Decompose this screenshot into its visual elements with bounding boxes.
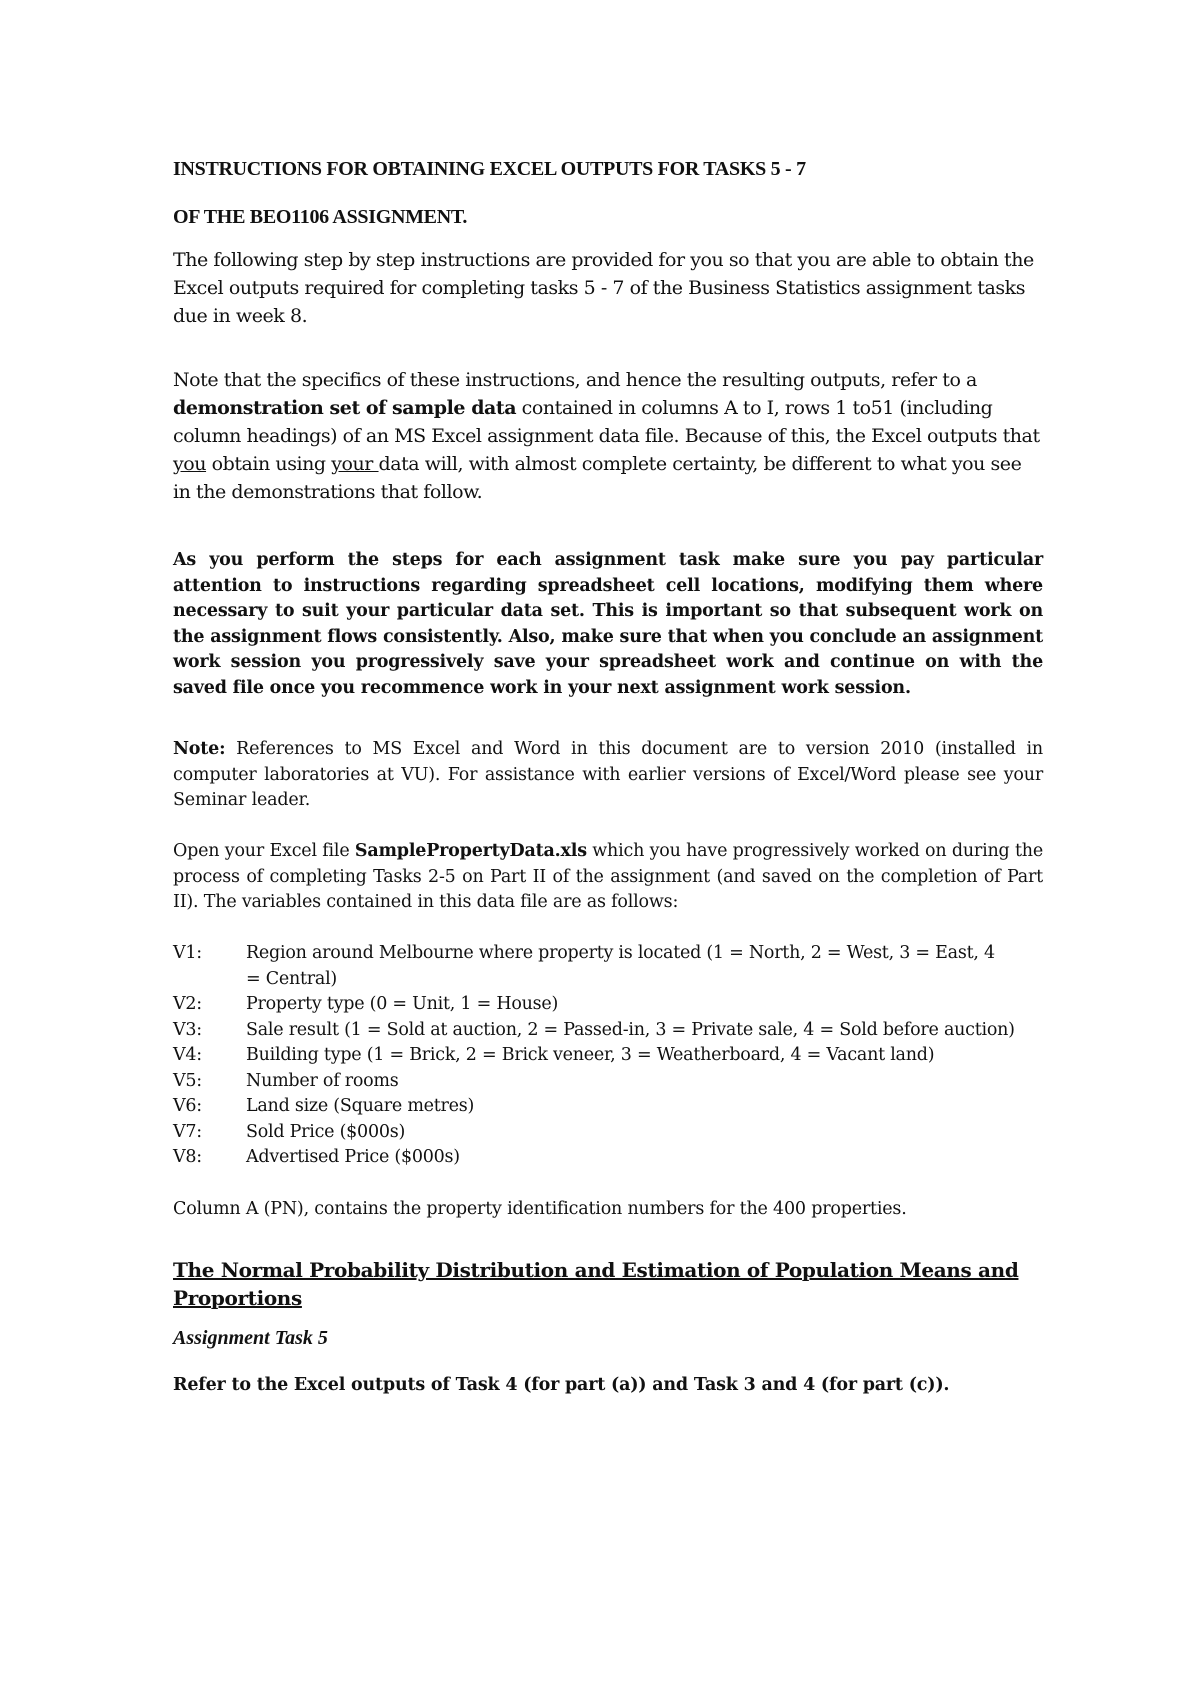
variable-code: V3: (173, 1019, 202, 1040)
demonstration-data-phrase: demonstration set of sample data (173, 397, 517, 419)
variable-description: Land size (Square metres) (246, 1096, 475, 1116)
variable-description: Region around Melbourne where property is located (1 = North, 2 = West, 3 = East, 4 = Central) (246, 943, 995, 989)
variable-description: Sold Price ($000s) (246, 1121, 406, 1142)
variable-list (173, 941, 1053, 1171)
variable-row (173, 1069, 1053, 1095)
warning-paragraph: As you perform the steps for each assignment task make sure you pay particular attention to instructions regarding spreadsheet cell locations, modifying them where necessary to suit your particular data set. This is important so that subsequent work on the assignment flows consistently. Also, make sure that when you conclude an assignment work session you progressively save your spreadsheet work and continue on with the saved file once you recommence work in your next assignment work session. (173, 550, 1043, 698)
open-file-text-2: which you have progressively worked on during the process of completing Tasks 2-5 on Part II of the assignment (and saved on the completion of Part II). The variables contained in this data file are as follows: (173, 841, 1044, 912)
refer-instruction: Refer to the Excel outputs of Task 4 (for part (a)) and Task 3 and 4 (for part (c)). (173, 1375, 950, 1395)
specifics-text-3: obtain using (206, 453, 332, 475)
variable-code: V4: (173, 1045, 202, 1065)
you-underlined: you (173, 453, 207, 475)
open-file-text-1: Open your Excel file (173, 841, 355, 861)
column-a-note: Column A (PN), contains the property identification numbers for the 400 properties. (173, 1199, 907, 1219)
document-title-line-1: INSTRUCTIONS FOR OBTAINING EXCEL OUTPUTS FOR TASKS 5 - 7 (173, 158, 806, 180)
variable-code: V8: (173, 1147, 202, 1167)
variable-code: V5: (173, 1070, 202, 1091)
specifics-text-1: Note that the specifics of these instructions, and hence the resulting outputs, refer to a (173, 369, 977, 391)
variable-description: Property type (0 = Unit, 1 = House) (246, 994, 559, 1014)
version-note-paragraph (173, 737, 1043, 814)
variable-code: V6: (173, 1096, 202, 1116)
specifics-text-4: data will, with almost complete certainty, be different to what you see in the demonstrations that follow. (173, 453, 1022, 503)
intro-paragraph: The following step by step instructions are provided for you so that you are able to obtain the Excel outputs required for completing tasks 5 - 7 of the Business Statistics assignment tasks due in week 8. (173, 249, 1034, 327)
version-note-text: References to MS Excel and Word in this document are to version 2010 (installed in computer laboratories at VU). For assistance with earlier versions of Excel/Word please see your Seminar leader. (173, 739, 1043, 810)
variable-description: Building type (1 = Brick, 2 = Brick veneer, 3 = Weatherboard, 4 = Vacant land) (246, 1045, 935, 1065)
assignment-task-label: Assignment Task 5 (173, 1327, 328, 1349)
note-label: Note: (173, 739, 226, 759)
data-filename: SamplePropertyData.xls (354, 841, 587, 861)
variable-row (173, 941, 1053, 992)
section-heading: The Normal Probability Distribution and Estimation of Population Means and Proportions (173, 1258, 1019, 1310)
variable-code: V1: (173, 943, 202, 963)
variable-code: V7: (173, 1121, 202, 1142)
variable-row (173, 992, 1053, 1018)
variable-row (173, 1043, 1053, 1069)
variable-row (173, 1094, 1053, 1120)
open-file-paragraph (173, 839, 1043, 916)
document-title-line-2: OF THE BEO1106 ASSIGNMENT. (173, 206, 468, 228)
variable-code: V2: (173, 994, 202, 1014)
variable-description: Number of rooms (246, 1070, 399, 1091)
variable-description: Advertised Price ($000s) (246, 1147, 460, 1167)
variable-row (173, 1120, 1053, 1146)
variable-row (173, 1018, 1053, 1044)
specifics-paragraph (173, 366, 1043, 506)
variable-description: Sale result (1 = Sold at auction, 2 = Passed-in, 3 = Private sale, 4 = Sold before auction) (246, 1019, 1015, 1040)
your-underlined: your (331, 453, 379, 475)
specifics-text-2: contained in columns A to I, rows 1 to51 (including column headings) of an MS Excel assignment data file. Because of this, the Excel outputs that (173, 397, 1040, 447)
variable-row (173, 1145, 1053, 1171)
